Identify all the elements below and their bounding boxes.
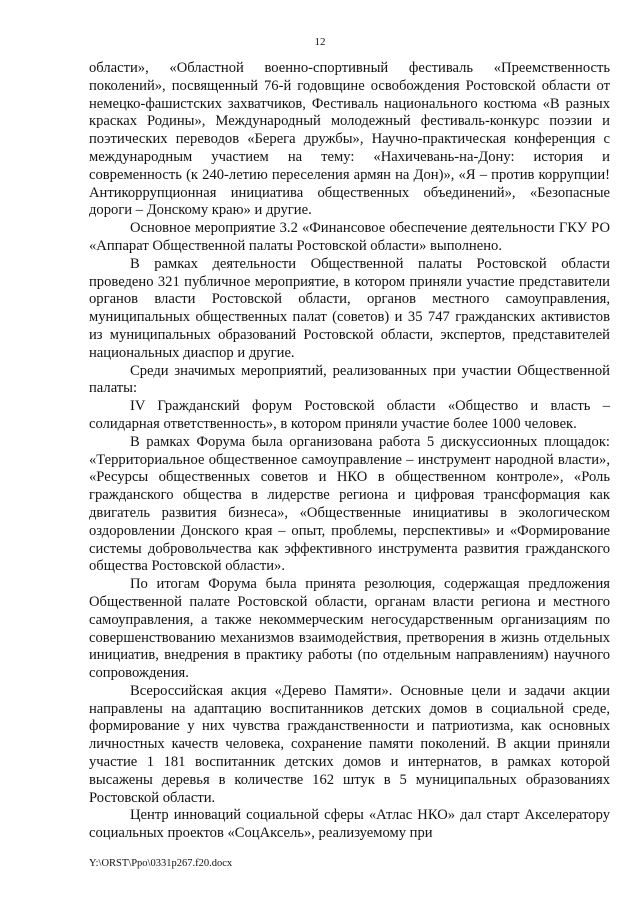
- paragraph-7: По итогам Форума была принята резолюция, содержащая предложения Общественной палате Ростовской области, органам власти региона и местного самоуправления, а также некоммерческим негосударственным организациям по совершенствованию механизмов взаимодействия, претворения в жизнь отдельных инициатив, внедрения в практику работы (по отдельным направлениям) научного сопровождения.: [89, 576, 610, 682]
- footer-file-path: Y:\ORST\Ppo\0331p267.f20.docx: [89, 858, 233, 869]
- paragraph-3: В рамках деятельности Общественной палаты Ростовской области проведено 321 публичное мероприятие, в котором приняли участие представители органов власти Ростовской области, органов местного самоуправления, муниципальных общественных палат (советов) и 35 747 гражданских активистов из муниципальных образований Ростовской области, экспертов, представителей национальных диаспор и другие.: [89, 255, 610, 361]
- paragraph-4: Среди значимых мероприятий, реализованных при участии Общественной палаты:: [89, 362, 610, 397]
- paragraph-5: IV Гражданский форум Ростовской области «Общество и власть – солидарная ответственность», в котором приняли участие более 1000 человек.: [89, 398, 610, 432]
- paragraph-2: Основное мероприятие 3.2 «Финансовое обеспечение деятельности ГКУ РО «Аппарат Общественной палаты Ростовской области» выполнено.: [89, 220, 610, 254]
- paragraph-6: В рамках Форума была организована работа 5 дискуссионных площадок: «Территориальное общественное самоуправление – инструмент народной власти», «Ресурсы общественных советов и НКО в общественном контроле», «Роль гражданского общества в лидерстве региона и цифровая трансформация как двигатель развития бизнеса», «Общественные инициативы в экологическом оздоровлении Донского края – опыт, проблемы, перспективы» и «Формирование системы добровольчества как эффективного инструмента развития гражданского общества Ростовской области».: [89, 433, 610, 575]
- paragraph-9: Центр инноваций социальной сферы «Атлас НКО» дал старт Акселератору социальных проектов «СоцАксель», реализуемому при: [89, 807, 610, 842]
- document-body: [89, 60, 610, 843]
- paragraph-1: области», «Областной военно-спортивный фестиваль «Преемственность поколений», посвященный 76-й годовщине освобождения Ростовской области от немецко-фашистских захватчиков, Фестиваль национального костюма «В разных красках Родины», Международный молодежный фестиваль-конкурс поэзии и поэтических переводов «Берега дружбы», Научно-практическая конференция с международным участием на тему: «Нахичевань-на-Дону: история и современность (к 240-летию переселения армян на Дон)», «Я – против коррупции! Антикоррупционная инициатива общественных объединений», «Безопасные дороги – Донскому краю» и другие.: [89, 60, 610, 219]
- paragraph-8: Всероссийская акция «Дерево Памяти». Основные цели и задачи акции направлены на адаптацию воспитанников детских домов в социальной среде, формирование у них чувства гражданственности и патриотизма, как основных личностных качеств человека, сохранение памяти поколений. В акции приняли участие 1 181 воспитанник детских домов и интернатов, в рамках которой высажены деревья в количестве 162 штук в 5 муниципальных образованиях Ростовской области.: [89, 682, 610, 806]
- page-number: 12: [314, 36, 326, 48]
